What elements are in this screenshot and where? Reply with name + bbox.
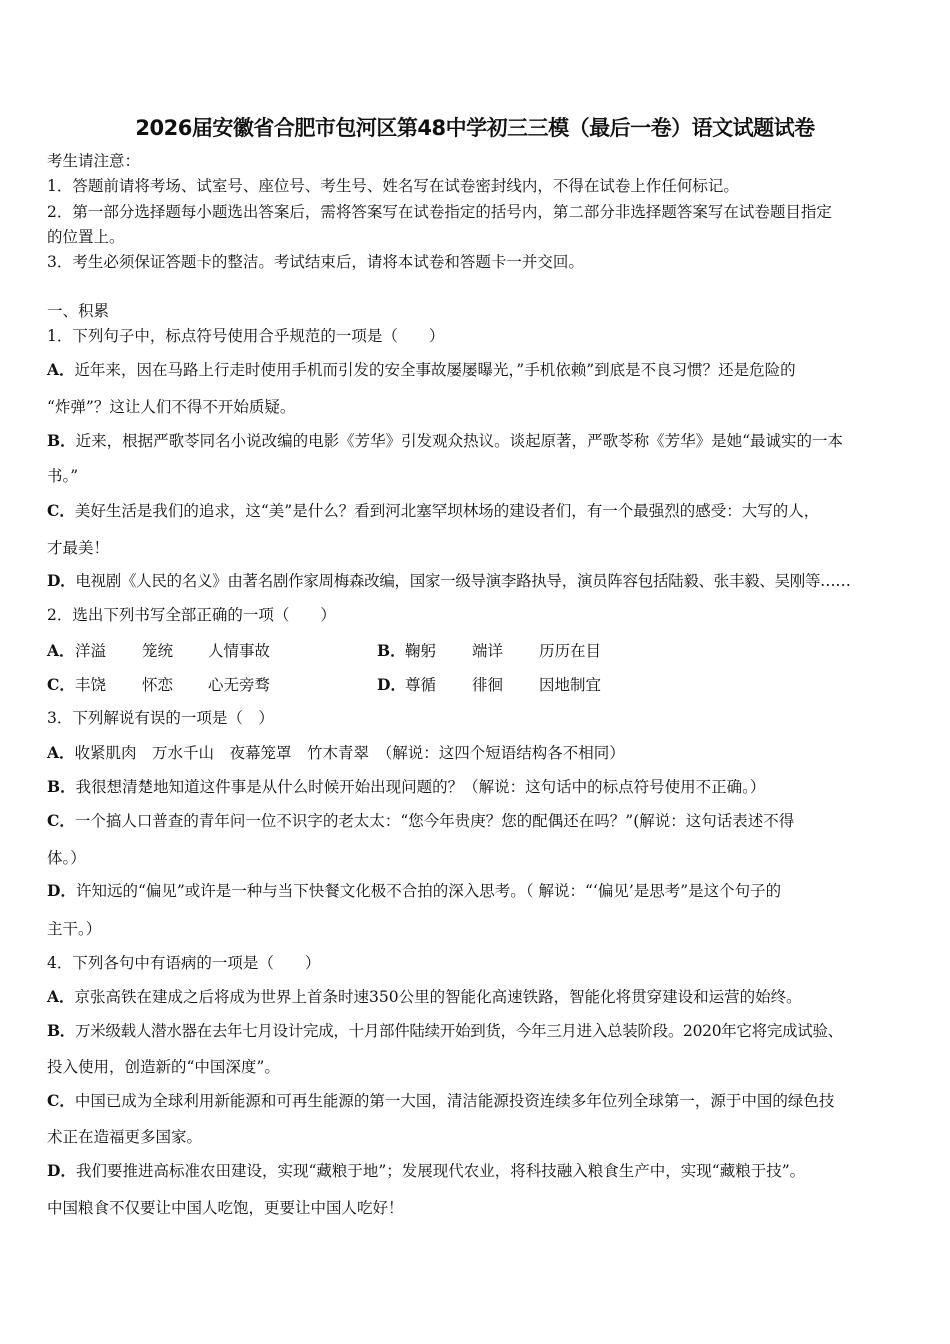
- option-label: A．: [47, 641, 75, 660]
- option-label: D．: [377, 675, 406, 694]
- option-label: B．: [47, 431, 76, 450]
- option-word: 洋溢: [75, 642, 107, 660]
- q1-option-a: A．近年来，因在马路上行走时使用手机而引发的安全事故屡屡曝光，”手机依赖”到底是不良习惯？还是危险的: [47, 360, 796, 379]
- page-title: 2026届安徽省合肥市包河区第48中学初三三模（最后一卷）语文试题试卷: [135, 116, 815, 140]
- q1-option-b: B．近来，根据严歌苓同名小说改编的电影《芳华》引发观众热议。谈起原著，严歌苓称《芳华》是她“最诚实的一本: [47, 431, 844, 450]
- notice-heading: 考生请注意：: [47, 152, 141, 170]
- question-1-stem: 1．下列句子中，标点符号使用合乎规范的一项是（ ）: [47, 327, 445, 345]
- option-label: B．: [47, 777, 76, 796]
- option-label: A．: [47, 743, 75, 762]
- notice-item: 3．考生必须保证答题卡的整洁。考试结束后，请将本试卷和答题卡一并交回。: [47, 253, 584, 271]
- option-label: B．: [377, 641, 406, 660]
- question-4-stem: 4．下列各句中有语病的一项是（ ）: [47, 954, 321, 972]
- q4-option-d: D．我们要推进高标准农田建设，实现“藏粮于地”；发展现代农业，将科技融入粮食生产中，实现“藏粮于技”。: [47, 1161, 806, 1180]
- option-word: 尊循: [405, 676, 437, 694]
- option-label: C．: [47, 675, 75, 694]
- q3-option-b: B．我很想清楚地知道这件事是从什么时候开始出现问题的？（解说：这句话中的标点符号使用不正确。）: [47, 777, 766, 796]
- question-2-stem: 2．选出下列书写全部正确的一项（ ）: [47, 606, 336, 624]
- q4-option-b-cont: 投入使用，创造新的“中国深度”。: [47, 1058, 280, 1076]
- q3-option-a: A．收紧肌肉 万水千山 夜幕笼罩 竹木青翠 （解说：这四个短语结构各不相同）: [47, 743, 625, 762]
- option-label: B．: [47, 1021, 76, 1040]
- option-word: 因地制宜: [539, 676, 602, 694]
- option-label: C．: [47, 1091, 75, 1110]
- q1-option-a-cont: “炸弹”？这让人们不得不开始质疑。: [47, 398, 296, 416]
- q4-option-a: A．京张高铁在建成之后将成为世界上首条时速350公里的智能化高速铁路，智能化将贯穿建设和运营的始终。: [47, 987, 802, 1006]
- option-label: D．: [47, 881, 76, 900]
- option-word: 心无旁骛: [208, 676, 271, 694]
- option-word: 丰饶: [75, 676, 107, 694]
- q4-option-b: B．万米级载人潜水器在去年七月设计完成，十月部件陆续开始到货，今年三月进入总装阶段。2020年它将完成试验、: [47, 1021, 843, 1040]
- section-heading: 一、积累: [47, 302, 110, 320]
- q3-option-d: D．许知远的“偏见”或许是一种与当下快餐文化极不合拍的深入思考。（ 解说：“‘偏见’是思考”是这个句子的: [47, 881, 782, 900]
- q1-option-b-cont: 书。”: [47, 467, 79, 485]
- notice-item: 2．第一部分选择题每小题选出答案后，需将答案写在试卷指定的括号内，第二部分非选择题答案写在试卷题目指定: [47, 203, 832, 221]
- q1-option-c-cont: 才最美！: [47, 539, 110, 557]
- notice-item: 的位置上。: [47, 228, 125, 246]
- option-word: 历历在目: [539, 642, 602, 660]
- q4-option-c-cont: 术正在造福更多国家。: [47, 1128, 203, 1146]
- q1-option-c: C．美好生活是我们的追求，这“美”是什么？看到河北塞罕坝林场的建设者们，有一个最强烈的感受：大写的人，: [47, 501, 820, 520]
- option-label: D．: [47, 1161, 76, 1180]
- option-word: 徘徊: [472, 676, 504, 694]
- option-label: A．: [47, 987, 75, 1006]
- option-label: D．: [47, 571, 76, 590]
- notice-item: 1．答题前请将考场、试室号、座位号、考生号、姓名写在试卷密封线内，不得在试卷上作任何标记。: [47, 177, 739, 195]
- option-word: 怀恋: [142, 676, 174, 694]
- q1-option-d: D．电视剧《人民的名义》由著名剧作家周梅森改编，国家一级导演李路执导，演员阵容包括陆毅、张丰毅、吴刚等……: [47, 571, 851, 590]
- q3-option-c: C．一个搞人口普查的青年问一位不识字的老太太：“您今年贵庚？您的配偶还在吗？”(解说：这句话表述不得: [47, 811, 795, 830]
- q3-option-d-cont: 主干。）: [47, 920, 102, 938]
- q4-option-c: C．中国已成为全球利用新能源和可再生能源的第一大国，清洁能源投资连续多年位列全球第一，源于中国的绿色技: [47, 1091, 835, 1110]
- option-word: 笼统: [142, 642, 174, 660]
- question-3-stem: 3．下列解说有误的一项是（ ）: [47, 709, 274, 727]
- option-word: 鞠躬: [405, 642, 437, 660]
- option-label: C．: [47, 811, 75, 830]
- option-word: 人情事故: [208, 642, 271, 660]
- option-label: C．: [47, 501, 75, 520]
- option-label: A．: [47, 360, 75, 379]
- q3-option-c-cont: 体。）: [47, 849, 86, 867]
- option-word: 端详: [472, 642, 504, 660]
- q4-option-d-cont: 中国粮食不仅要让中国人吃饱，更要让中国人吃好！: [47, 1199, 404, 1217]
